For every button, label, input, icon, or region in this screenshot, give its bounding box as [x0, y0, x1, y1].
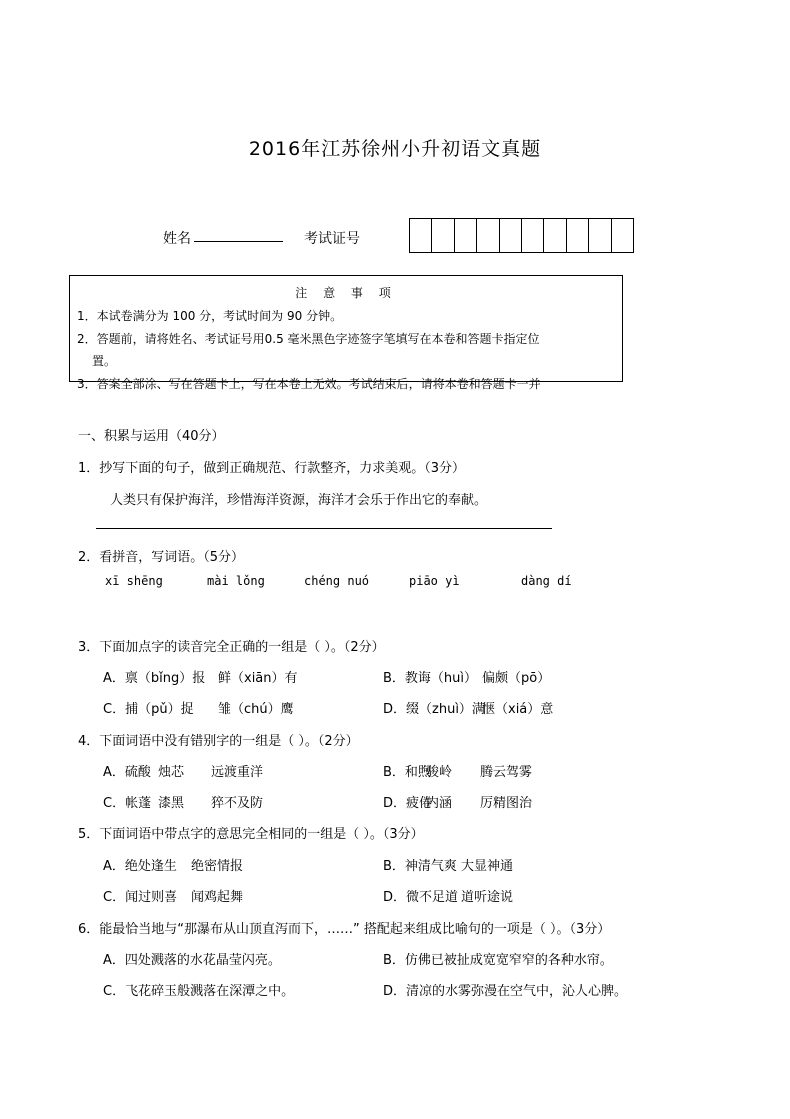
notice-item: 1．本试卷满分为 100 分，考试时间为 90 分钟。	[77, 309, 343, 323]
q5-option-b2: 大显神通	[461, 859, 514, 874]
q3-option-c2: 雏（chú）鹰	[218, 702, 294, 717]
q4-option-d1: D．疲倦	[383, 796, 433, 811]
pinyin-3: chéng nuó	[304, 574, 370, 588]
pinyin-1: xī shēng	[105, 574, 163, 588]
page-title: 2016年江苏徐州小升初语文真题	[248, 138, 542, 160]
q4-option-b1: B．和煦	[383, 765, 431, 780]
exam-id-box	[544, 219, 566, 252]
question-3-stem: 3．下面加点字的读音完全正确的一组是（ ）。（2分）	[78, 640, 385, 655]
question-2-stem: 2．看拼音，写词语。（5分）	[78, 550, 245, 565]
q4-option-a1: A．硫酸	[103, 765, 151, 780]
q3-option-d1: D．缀（zhuì）满	[383, 702, 485, 717]
q3-option-a2: 鲜（xiān）有	[218, 671, 298, 686]
q4-option-b3: 腾云驾雾	[480, 765, 533, 780]
exam-id-box	[589, 219, 611, 252]
exam-id-box	[522, 219, 544, 252]
q3-option-c1: C．捕（pǔ）捉	[103, 702, 194, 717]
q3-option-d2: 惬（xiá）意	[482, 702, 554, 717]
exam-id-box	[410, 219, 432, 252]
question-5-stem: 5．下面词语中带点字的意思完全相同的一组是（ ）。（3分）	[78, 827, 424, 842]
q4-option-d2: 内涵	[426, 796, 453, 811]
q4-option-c2: 漆黑	[158, 796, 185, 811]
q6-option-b: B．仿佛已被扯成宽宽窄窄的各种水帘。	[383, 953, 613, 968]
question-4-stem: 4．下面词语中没有错别字的一组是（ ）。（2分）	[78, 734, 359, 749]
notice-title: 注 意 事 项	[295, 286, 397, 300]
q6-option-d: D．清凉的水雾弥漫在空气中，沁人心脾。	[383, 984, 628, 999]
section-heading: 一、积累与运用（40分）	[78, 429, 225, 444]
q6-option-c: C．飞花碎玉般溅落在深潭之中。	[103, 984, 295, 999]
notice-item: 2．答题前，请将姓名、考试证号用0.5 毫米黑色字迹签字笔填写在本卷和答题卡指定位	[77, 332, 540, 346]
exam-id-box	[500, 219, 522, 252]
q4-option-d3: 厉精图治	[480, 796, 533, 811]
q3-option-b1: B．教诲（huì）	[383, 671, 478, 686]
exam-id-box	[612, 219, 634, 252]
question-1-answer-line	[96, 528, 552, 529]
q6-option-a: A．四处溅落的水花晶莹闪亮。	[103, 953, 281, 968]
pinyin-2: mài lǒng	[207, 574, 265, 588]
name-blank-line	[194, 241, 283, 242]
exam-id-box	[455, 219, 477, 252]
exam-id-label: 考试证号	[304, 231, 360, 247]
pinyin-5: dàng dí	[521, 574, 572, 588]
question-1-stem: 1．抄写下面的句子，做到正确规范、行款整齐，力求美观。（3分）	[78, 461, 466, 476]
q5-option-d1: D．微不足道	[383, 890, 459, 905]
q5-option-a1: A．绝处逢生	[103, 859, 177, 874]
q3-option-b2: 偏颇（pō）	[482, 671, 551, 686]
q4-option-a3: 远渡重洋	[211, 765, 264, 780]
q5-option-d2: 道听途说	[461, 890, 514, 905]
question-6-stem: 6．能最恰当地与“那瀑布从山顶直泻而下，……” 搭配起来组成比喻句的一项是（ ）。（3分）	[78, 922, 611, 937]
q3-option-a1: A．禀（bǐng）报	[103, 671, 206, 686]
notice-item-clipped: 3．答案全部涂、写在答题卡上，写在本卷上无效。考试结束后，请将本卷和答题卡一并	[77, 377, 541, 391]
q4-option-c3: 猝不及防	[211, 796, 264, 811]
q4-option-a2: 烛芯	[158, 765, 185, 780]
name-label: 姓名	[163, 231, 191, 247]
exam-id-box	[477, 219, 499, 252]
notice-box	[69, 275, 623, 391]
q5-option-c1: C．闻过则喜	[103, 890, 178, 905]
q5-option-a2: 绝密情报	[191, 859, 244, 874]
exam-id-boxes	[409, 218, 634, 253]
q4-option-c1: C．帐蓬	[103, 796, 152, 811]
pinyin-4: piāo yì	[409, 574, 460, 588]
q5-option-c2: 闻鸡起舞	[191, 890, 244, 905]
exam-id-box	[432, 219, 454, 252]
q5-option-b1: B．神清气爽	[383, 859, 457, 874]
q4-option-b2: 骏岭	[426, 765, 453, 780]
notice-item-continuation: 置。	[92, 354, 117, 368]
question-1-sentence: 人类只有保护海洋，珍惜海洋资源，海洋才会乐于作出它的奉献。	[110, 493, 488, 508]
exam-id-box	[567, 219, 589, 252]
